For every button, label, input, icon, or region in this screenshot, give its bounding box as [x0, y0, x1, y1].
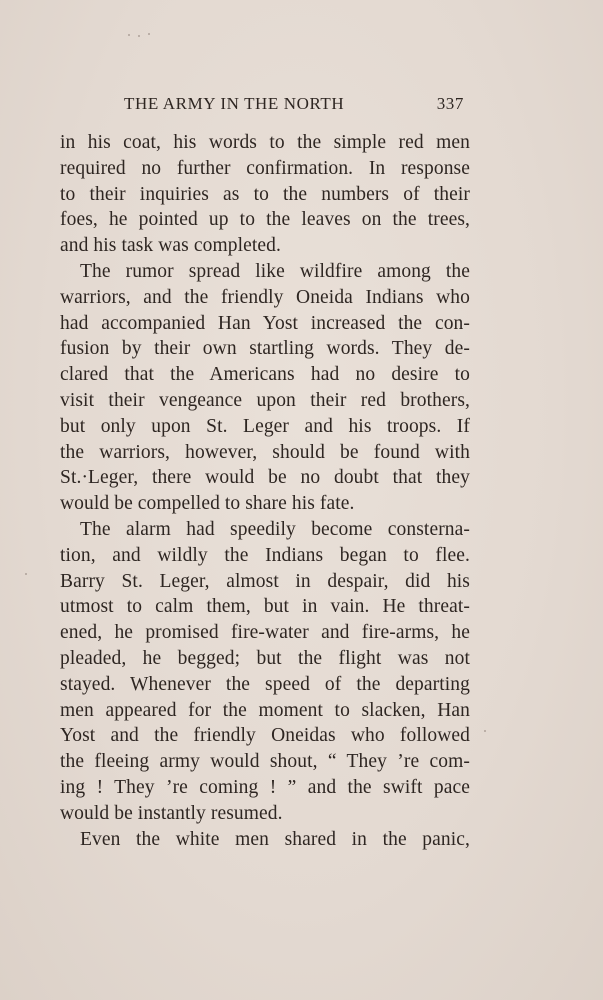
- running-head: [124, 94, 464, 118]
- text-line: foes, he pointed up to the leaves on the trees,: [60, 209, 470, 231]
- text-line: would be compelled to share his fate.: [60, 493, 355, 515]
- paragraph-start-line: The alarm had speedily become consterna-: [80, 518, 470, 540]
- text-line: the fleeing army would shout, “ They ’re com-: [60, 751, 470, 773]
- paper-speck: [138, 35, 140, 37]
- text-line: men appeared for the moment to slacken, Han: [60, 699, 470, 721]
- paper-speck: [484, 730, 486, 732]
- paragraph-start-line: Even the white men shared in the panic,: [80, 828, 470, 850]
- text-line: ened, he promised fire-water and fire-arms, he: [60, 622, 470, 644]
- text-line: fusion by their own startling words. They de-: [60, 338, 470, 360]
- paragraph-start-line: The rumor spread like wildfire among the: [80, 260, 470, 282]
- text-line: would be instantly resumed.: [60, 802, 283, 824]
- body-text: [60, 130, 470, 852]
- paper-speck: [148, 33, 150, 35]
- text-line: in his coat, his words to the simple red men: [60, 132, 470, 153]
- text-line: tion, and wildly the Indians began to flee.: [60, 544, 470, 566]
- text-line: but only upon St. Leger and his troops. If: [60, 415, 470, 437]
- text-line: required no further confirmation. In response: [60, 157, 470, 179]
- text-line: utmost to calm them, but in vain. He threat-: [60, 596, 470, 618]
- page-number: 337: [436, 94, 464, 113]
- text-line: Barry St. Leger, almost in despair, did his: [60, 570, 470, 592]
- text-line: stayed. Whenever the speed of the departing: [60, 673, 470, 695]
- text-line: warriors, and the friendly Oneida Indians who: [60, 286, 470, 308]
- paper-speck: [128, 34, 130, 36]
- text-line: clared that the Americans had no desire to: [60, 364, 470, 386]
- text-line: and his task was completed.: [60, 235, 281, 257]
- text-line: pleaded, he begged; but the flight was not: [60, 647, 470, 669]
- text-line: had accompanied Han Yost increased the con-: [60, 312, 470, 334]
- paper-speck: [25, 573, 27, 575]
- text-line: St.·Leger, there would be no doubt that they: [60, 467, 470, 489]
- text-line: the warriors, however, should be found with: [60, 441, 470, 463]
- text-line: to their inquiries as to the numbers of their: [60, 183, 470, 205]
- text-line: visit their vengeance upon their red brothers,: [60, 389, 470, 411]
- text-line: Yost and the friendly Oneidas who followed: [60, 725, 470, 747]
- text-line: ing ! They ’re coming ! ” and the swift pace: [60, 776, 470, 798]
- running-title: THE ARMY IN THE NORTH: [124, 94, 345, 113]
